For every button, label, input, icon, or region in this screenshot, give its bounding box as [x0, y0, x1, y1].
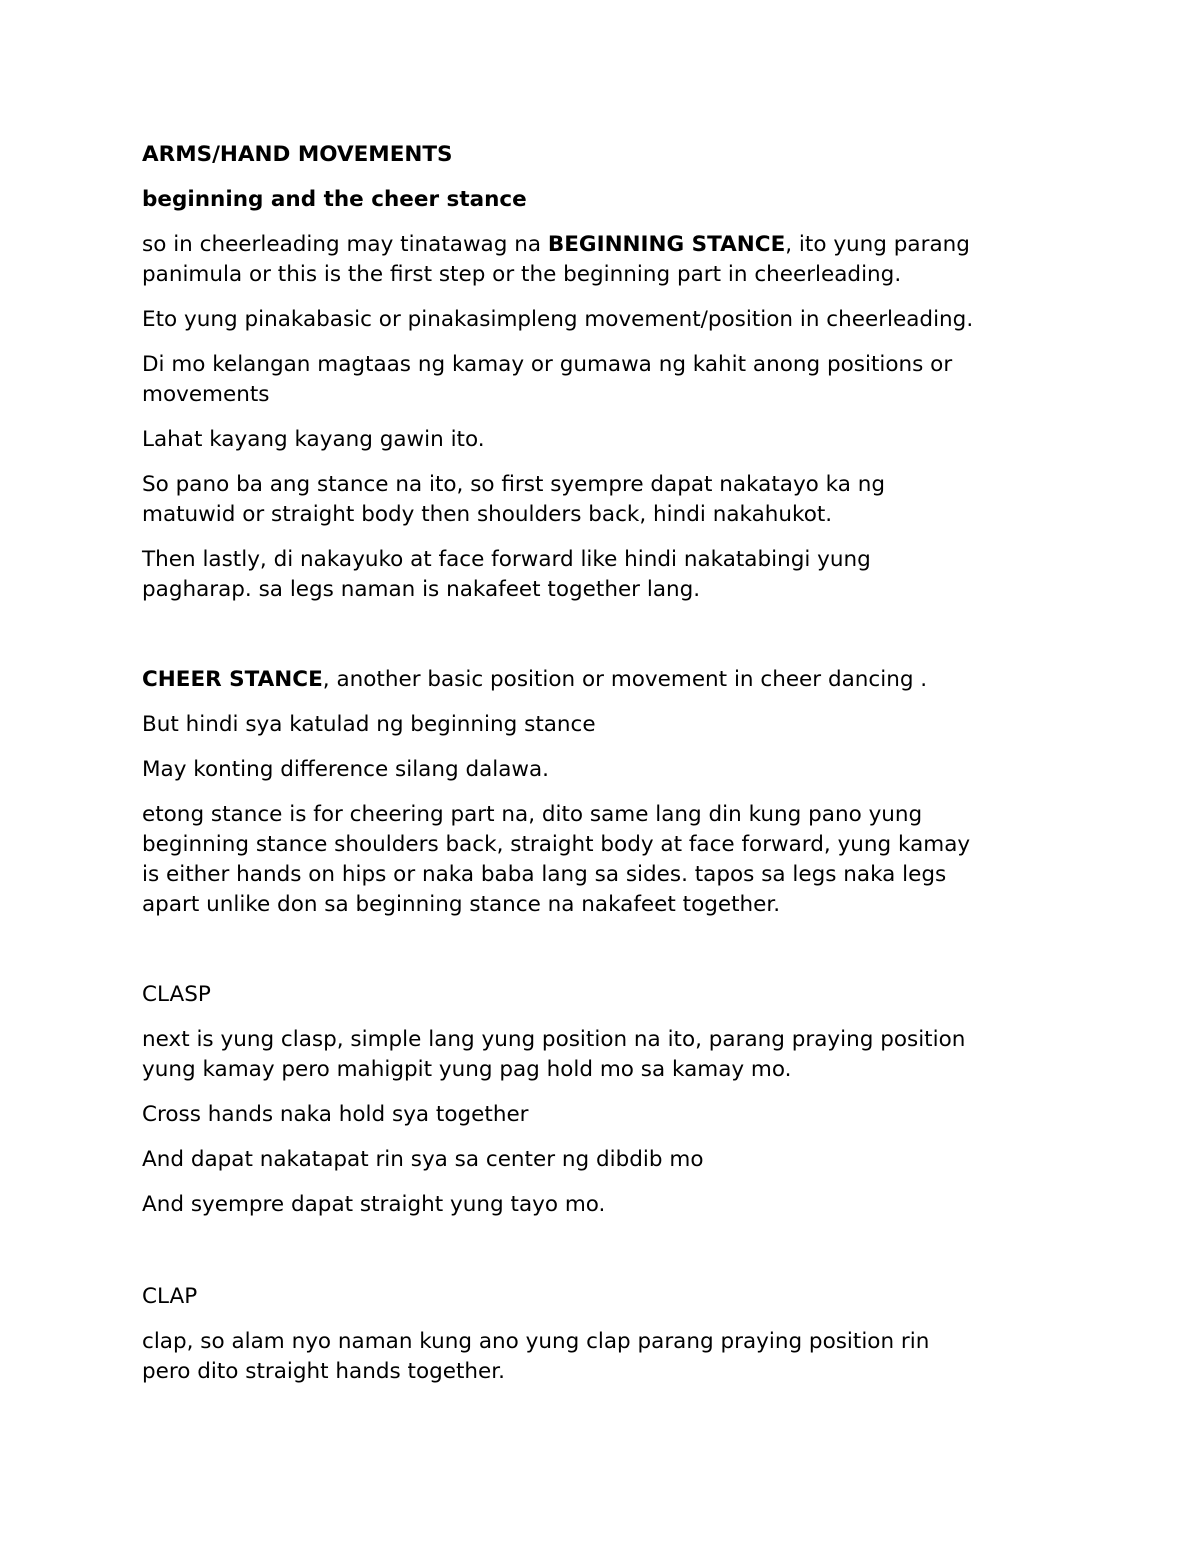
section-subheading: beginning and the cheer stance — [142, 187, 527, 212]
paragraph-cheer-stance-intro: CHEER STANCE, another basic position or movement in cheer dancing . — [142, 667, 928, 692]
paragraph-no-hands-raised: Di mo kelangan magtaas ng kamay or gumawa ng kahit anong positions or movements — [142, 352, 953, 407]
paragraph-everyone-can: Lahat kayang kayang gawin ito. — [142, 427, 485, 452]
paragraph-lastly: Then lastly, di nakayuko at face forward like hindi nakatabingi yung pagharap. sa legs naman is nakafeet together lang. — [142, 547, 871, 602]
paragraph-center-chest: And dapat nakatapat rin sya sa center ng dibdib mo — [142, 1147, 704, 1172]
paragraph-not-like-beginning: But hindi sya katulad ng beginning stance — [142, 712, 596, 737]
paragraph-basic-movement: Eto yung pinakabasic or pinakasimpleng movement/position in cheerleading. — [142, 307, 974, 332]
paragraph-beginning-stance-intro: so in cheerleading may tinatawag na BEGINNING STANCE, ito yung parang panimula or this is the first step or the beginning part in cheerleading. — [142, 232, 970, 287]
paragraph-clap-intro: clap, so alam nyo naman kung ano yung clap parang praying position rin pero dito straight hands together. — [142, 1329, 930, 1384]
section-title-clasp: CLASP — [142, 982, 211, 1007]
paragraph-straight-posture: And syempre dapat straight yung tayo mo. — [142, 1192, 606, 1217]
paragraph-cheer-stance-details: etong stance is for cheering part na, dito same lang din kung pano yung beginning stance shoulders back, straight body at face forward, yung kamay is either hands on hips or naka baba lang sa sides. tapos sa legs naka legs apart unlike don sa beginning stance na nakafeet together. — [142, 802, 971, 917]
document-heading: ARMS/HAND MOVEMENTS — [142, 142, 453, 167]
paragraph-cross-hands: Cross hands naka hold sya together — [142, 1102, 529, 1127]
paragraph-clasp-intro: next is yung clasp, simple lang yung position na ito, parang praying position yung kamay pero mahigpit yung pag hold mo sa kamay mo. — [142, 1027, 966, 1082]
section-title-clap: CLAP — [142, 1284, 198, 1309]
paragraph-how-to-stance: So pano ba ang stance na ito, so first syempre dapat nakatayo ka ng matuwid or straight body then shoulders back, hindi nakahukot. — [142, 472, 886, 527]
paragraph-difference: May konting difference silang dalawa. — [142, 757, 550, 782]
